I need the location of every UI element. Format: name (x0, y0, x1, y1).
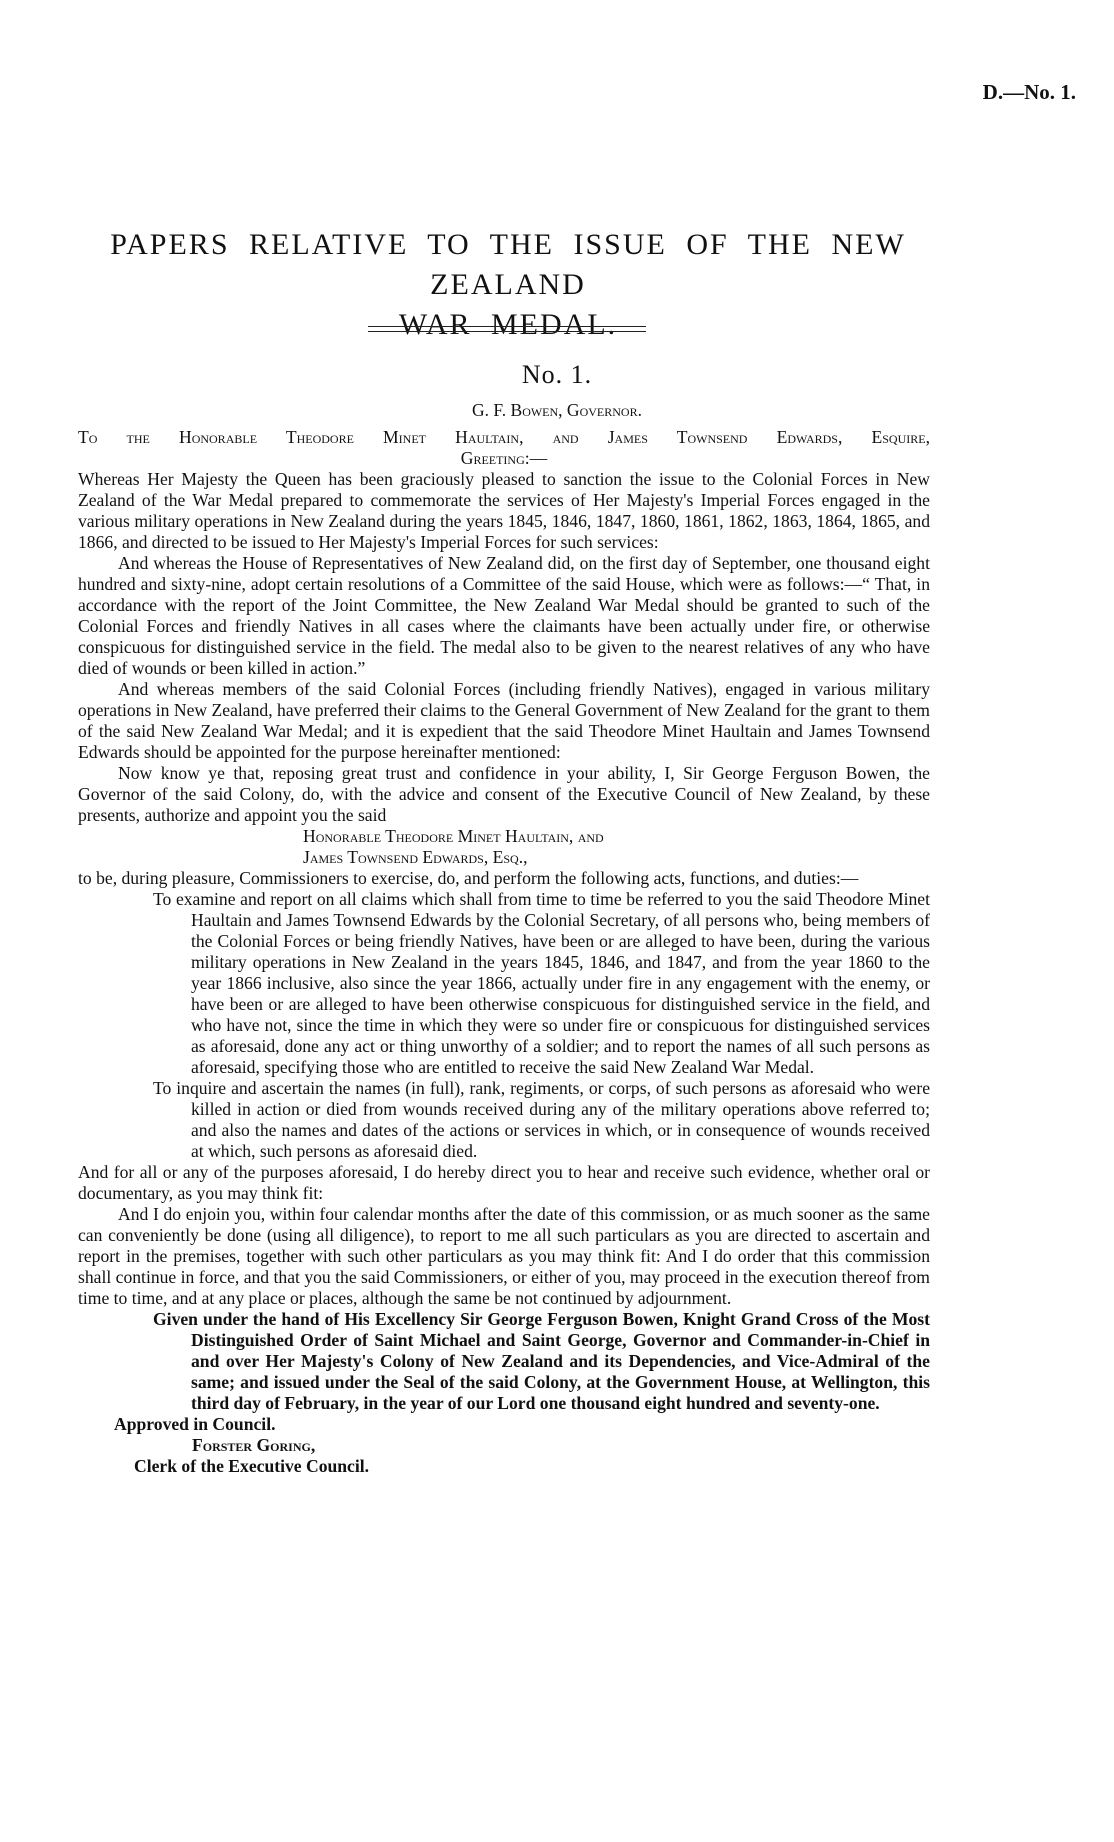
title-line-1: PAPERS RELATIVE TO THE ISSUE OF THE NEW ZEALAND (110, 228, 906, 301)
paragraph-whereas-2: And whereas the House of Representatives of New Zealand did, on the first day of September, one thousand eight hundred and sixty-nine, adopt certain resolutions of a Committee of the said House, which were as follows:—“ That, in accordance with the report of the Joint Committee, the New Zealand War Medal should be granted to such of the Colonial Forces and friendly Natives in all cases where the claimants have been actually under fire, or otherwise conspicuous for distinguished service in the field. The medal also to be given to the nearest relatives of any who have died of wounds or been killed in action.” (78, 553, 930, 678)
paragraph-appointment: Now know ye that, reposing great trust and confidence in your ability, I, Sir George Ferguson Bowen, the Governor of the said Colony, do, with the advice and consent of the Executive Council of New Zealand, by these presents, authorize and appoint you the said (78, 763, 930, 825)
title-rule-bottom (368, 331, 646, 332)
appointee-edwards: James Townsend Edwards, Esq., (303, 847, 528, 867)
approved-in-council: Approved in Council. (114, 1414, 276, 1434)
document-body (78, 427, 930, 1477)
paragraph-duties-intro: to be, during pleasure, Commissioners to exercise, do, and perform the following acts, functions, and duties:— (78, 868, 859, 888)
document-title (78, 225, 938, 345)
governor-line: G. F. Bowen, Governor. (472, 400, 642, 420)
address-line: To the Honorable Theodore Minet Haultain, and James Townsend Edwards, Esquire, (78, 427, 930, 447)
duty-examine: To examine and report on all claims which shall from time to time be referred to you the said Theodore Minet Haultain and James Townsend Edwards by the Colonial Secretary, of all persons who, being members of the Colonial Forces or being friendly Natives, have been or are alleged to have been, during the various military operations in New Zealand in the years 1845, 1846, and 1847, and from the year 1860 to the year 1866 inclusive, also since the year 1866, actually under fire in any engagement with the enemy, or have been or are alleged to have been otherwise conspicuous for distinguished service in the field, and who have not, since the time in which they were so under fire or conspicuous for distinguished services as aforesaid, done any act or thing unworthy of a soldier; and to report the names of all such persons as aforesaid, specifying those who are entitled to receive the said New Zealand War Medal. (153, 889, 930, 1077)
paragraph-enjoin: And I do enjoin you, within four calendar months after the date of this commission, or as much sooner as the same can conveniently be done (using all diligence), to report to me all such particulars as you are directed to ascertain and report in the premises, together with such other particulars as you may think fit: And I do order that this commission shall continue in force, and that you the said Commissioners, or either of you, may proceed in the execution thereof from time to time, and at any place or places, although the same be not continued by adjournment. (78, 1204, 930, 1308)
clerk-title: Clerk of the Executive Council. (134, 1456, 370, 1476)
signatory-name: Forster Goring, (192, 1435, 316, 1455)
paragraph-whereas-3: And whereas members of the said Colonial Forces (including friendly Natives), engaged in various military operations in New Zealand, have preferred their claims to the General Government of New Zealand for the grant to them of the said New Zealand War Medal; and it is expedient that the said Theodore Minet Haultain and James Townsend Edwards should be appointed for the purpose hereinafter mentioned: (78, 679, 930, 762)
greeting: Greeting:— (460, 448, 548, 468)
given-under-hand: Given under the hand of His Excellency Sir George Ferguson Bowen, Knight Grand Cross of the Most Distinguished Order of Saint Michael and Saint George, Governor and Commander-in-Chief in and over Her Majesty's Colony of New Zealand and its Dependencies, and Vice-Admiral of the same; and issued under the Seal of the said Colony, at the Government House, at Wellington, this third day of February, in the year of our Lord one thousand eight hundred and seventy-one. (153, 1309, 930, 1413)
document-reference: D.—No. 1. (982, 80, 1076, 104)
title-rule-top (368, 326, 646, 327)
paragraph-whereas-1: Whereas Her Majesty the Queen has been graciously pleased to sanction the issue to the Colonial Forces in New Zealand of the War Medal prepared to commemorate the services of Her Majesty's Imperial Forces engaged in the various military operations in New Zealand during the years 1845, 1846, 1847, 1860, 1861, 1862, 1863, 1864, 1865, and 1866, and directed to be issued to Her Majesty's Imperial Forces for such services: (78, 469, 930, 552)
paragraph-evidence: And for all or any of the purposes aforesaid, I do hereby direct you to hear and receive such evidence, whether oral or documentary, as you may think fit: (78, 1162, 930, 1203)
title-line-2: WAR MEDAL. (398, 308, 618, 341)
duty-inquire: To inquire and ascertain the names (in full), rank, regiments, or corps, of such persons as aforesaid who were killed in action or died from wounds received during any of the military operations above referred to; and also the names and dates of the actions or services in which, or in consequence of wounds received at which, such persons as aforesaid died. (153, 1078, 930, 1161)
paper-number: No. 1. (521, 360, 593, 389)
appointee-haultain: Honorable Theodore Minet Haultain, and (303, 826, 604, 846)
